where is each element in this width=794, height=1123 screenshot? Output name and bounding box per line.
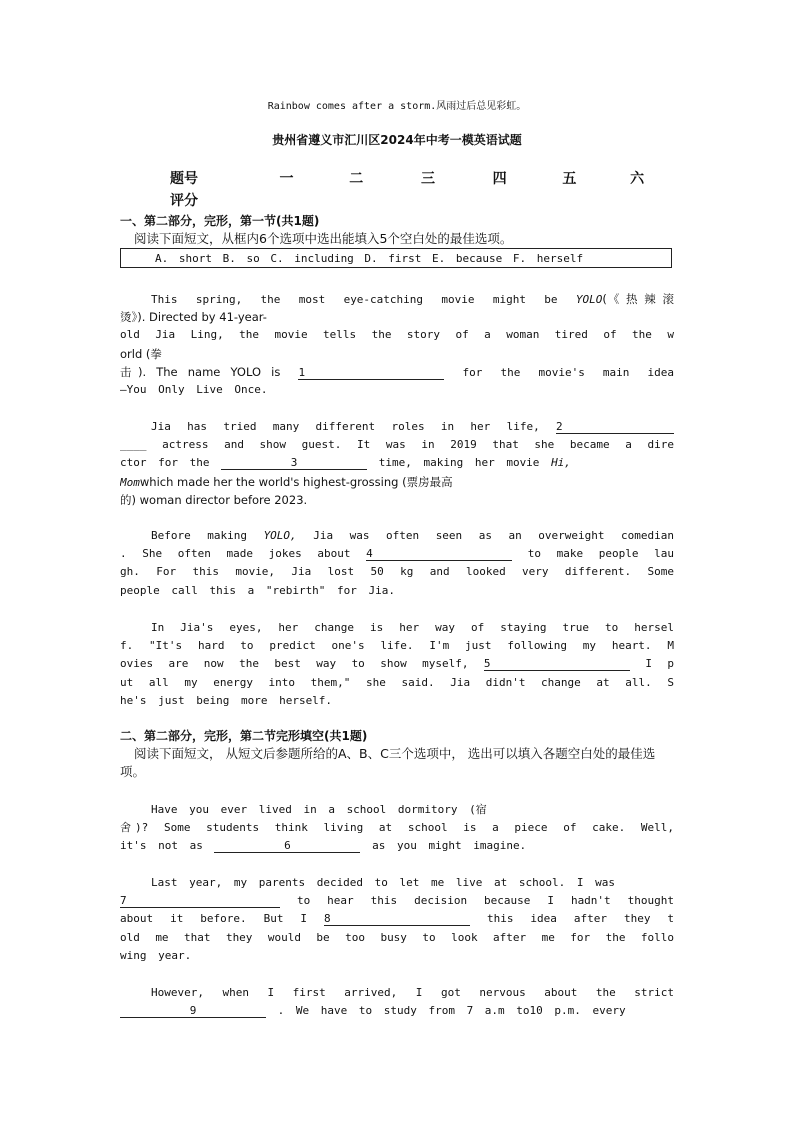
- text-line: Momwhich made her the world's highest-grossing (票房最高: [120, 474, 453, 489]
- text-line: . She often made jokes about 4 to make people lau: [120, 547, 674, 561]
- text-line: old Jia Ling, the movie tells the story of a woman tired of the w: [120, 328, 674, 342]
- answer-blank-7[interactable]: 7: [120, 894, 280, 908]
- text-line: 击). The name YOLO is 1 for the movie's main idea: [120, 364, 674, 379]
- text-line: This spring, the most eye-catching movie might be YOLO(《热辣滚: [151, 292, 674, 306]
- text-line: old me that they would be too busy to look after me for the follo: [120, 930, 674, 944]
- score-label-score: 评分: [170, 193, 198, 209]
- score-label-number: 题号: [170, 171, 198, 187]
- s2-paragraph-3: [120, 984, 674, 1020]
- text-line: —You Only Live Once.: [120, 382, 268, 396]
- text-line: wing year.: [120, 948, 192, 962]
- score-col-6: 六: [630, 171, 645, 187]
- text-line: Before making YOLO, Jia was often seen as an overweight comedian: [151, 529, 674, 542]
- text-line: However, when I first arrived, I got nervous about the strict: [151, 986, 674, 999]
- options-text: A. short B. so C. including D. first E. because F. herself: [155, 251, 584, 265]
- text-line: Last year, my parents decided to let me live at school. I was: [151, 876, 615, 889]
- text-line: 舍)? Some students think living at school is a piece of cake. Well,: [120, 821, 674, 835]
- s1-paragraph-1: [120, 290, 674, 399]
- text-line: 烫》). Directed by 41-year-: [120, 310, 267, 325]
- text-line: he's just being more herself.: [120, 693, 333, 707]
- text-line: about it before. But I 8 this idea after they t: [120, 912, 674, 926]
- answer-blank-3[interactable]: 3: [221, 456, 367, 470]
- text-line: gh. For this movie, Jia lost 50 kg and looked very different. Some: [120, 565, 674, 579]
- text-line: people call this a "rebirth" for Jia.: [120, 583, 396, 597]
- s2-paragraph-1: [120, 801, 674, 856]
- options-box: [120, 248, 672, 268]
- section2-instruction: 阅读下面短文， 从短文后参题所给的A、B、C三个选项中， 选出可以填入各题空白处的最佳选项。: [120, 746, 656, 779]
- text-line: Have you ever lived in a school dormitory (宿: [151, 803, 487, 816]
- score-col-2: 二: [349, 171, 364, 187]
- answer-blank-4[interactable]: 4: [366, 547, 512, 561]
- answer-blank-2[interactable]: 2: [556, 420, 674, 434]
- score-table-header: [170, 168, 660, 188]
- section1-heading: 一、第二部分，完形，第一节(共1题): [120, 214, 320, 228]
- text-line: In Jia's eyes, her change is her way of staying true to hersel: [151, 621, 674, 634]
- text-line: it's not as 6 as you might imagine.: [120, 839, 527, 853]
- score-table-row: [170, 190, 660, 210]
- section1-instruction: 阅读下面短文，从框内6个选项中选出能填入5个空白处的最佳选项。: [134, 231, 513, 246]
- text-line: ____ actress and show guest. It was in 2019 that she became a dire: [120, 438, 674, 452]
- text-line: ut all my energy into them," she said. Jia didn't change at all. S: [120, 675, 674, 689]
- answer-blank-6[interactable]: 6: [214, 839, 360, 853]
- answer-blank-1[interactable]: 1: [298, 366, 444, 380]
- text-line: orld (拳: [120, 346, 162, 361]
- score-col-4: 四: [492, 171, 507, 187]
- answer-blank-9[interactable]: 9: [120, 1004, 266, 1018]
- text-line: Jia has tried many different roles in her life, 2: [120, 418, 674, 436]
- answer-blank-8[interactable]: 8: [324, 912, 470, 926]
- section2-heading: 二、第二部分，完形，第二节完形填空(共1题): [120, 729, 368, 743]
- s2-paragraph-2: [120, 874, 674, 965]
- s1-paragraph-2: [120, 418, 674, 509]
- s1-paragraph-3: [120, 527, 674, 600]
- exam-title: 贵州省遵义市汇川区2024年中考一模英语试题: [272, 133, 522, 147]
- answer-blank-5[interactable]: 5: [484, 657, 630, 671]
- motto: Rainbow comes after a storm.风雨过后总见彩虹。: [267, 101, 527, 112]
- text-line: 7 to hear this decision because I hadn't thought: [120, 894, 674, 908]
- score-col-3: 三: [420, 171, 435, 187]
- text-line: ctor for the 3 time, making her movie Hi,: [120, 456, 571, 470]
- score-col-5: 五: [562, 171, 577, 187]
- score-col-1: 一: [279, 171, 294, 187]
- text-line: 的) woman director before 2023.: [120, 492, 308, 507]
- s1-paragraph-4: [120, 619, 674, 710]
- text-line: 9 . We have to study from 7 a.m to10 p.m. every: [120, 1002, 674, 1020]
- text-line: f. "It's hard to predict one's life. I'm just following my heart. M: [120, 639, 674, 653]
- text-line: ovies are now the best way to show myself, 5 I p: [120, 657, 674, 671]
